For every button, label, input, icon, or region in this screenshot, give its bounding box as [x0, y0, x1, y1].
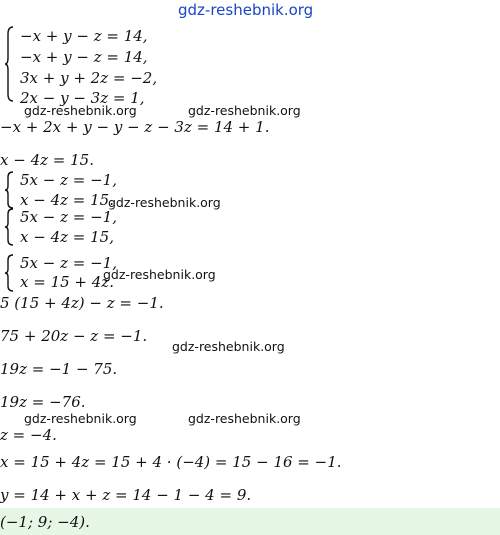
equation-line: x = 15 + 4z = 15 + 4 · (−4) = 15 − 16 = −1.: [0, 453, 342, 471]
system3-line: 5x − z = −1,: [20, 208, 117, 226]
watermark: gdz-reshebnik.org: [24, 103, 137, 118]
equation-line: 75 + 20z − z = −1.: [0, 327, 148, 345]
watermark: gdz-reshebnik.org: [188, 103, 301, 118]
system1-line: −x + y − z = 14,: [20, 48, 148, 66]
equation-line: 19z = −1 − 75.: [0, 360, 118, 378]
system3-line: x − 4z = 15,: [20, 228, 114, 246]
equation-line: z = −4.: [0, 426, 57, 444]
equation-line: y = 14 + x + z = 14 − 1 − 4 = 9.: [0, 486, 252, 504]
watermark: gdz-reshebnik.org: [188, 411, 301, 426]
system1-line: 2x − y − 3z = 1,: [20, 89, 145, 107]
system-brace: [4, 254, 12, 292]
system-brace: [4, 171, 12, 209]
equation-line: 5 (15 + 4z) − z = −1.: [0, 294, 164, 312]
equation-line: x − 4z = 15.: [0, 151, 94, 169]
equation-line: 19z = −76.: [0, 393, 86, 411]
system-brace: [4, 208, 12, 246]
equation-line: −x + 2x + y − y − z − 3z = 14 + 1.: [0, 118, 270, 136]
system4-line: 5x − z = −1,: [20, 254, 117, 272]
watermark-top[interactable]: gdz-reshebnik.org: [178, 1, 314, 19]
answer-line: (−1; 9; −4).: [0, 513, 90, 531]
system1-line: −x + y − z = 14,: [20, 27, 148, 45]
system1-line: 3x + y + 2z = −2,: [20, 69, 158, 87]
watermark: gdz-reshebnik.org: [172, 339, 285, 354]
system-brace: [4, 26, 12, 102]
system2-line: 5x − z = −1,: [20, 171, 117, 189]
system2-line: x − 4z = 15.: [20, 191, 114, 209]
watermark: gdz-reshebnik.org: [108, 195, 221, 210]
watermark: gdz-reshebnik.org: [24, 411, 137, 426]
watermark: gdz-reshebnik.org: [103, 267, 216, 282]
system4-line: x = 15 + 4z.: [20, 273, 114, 291]
